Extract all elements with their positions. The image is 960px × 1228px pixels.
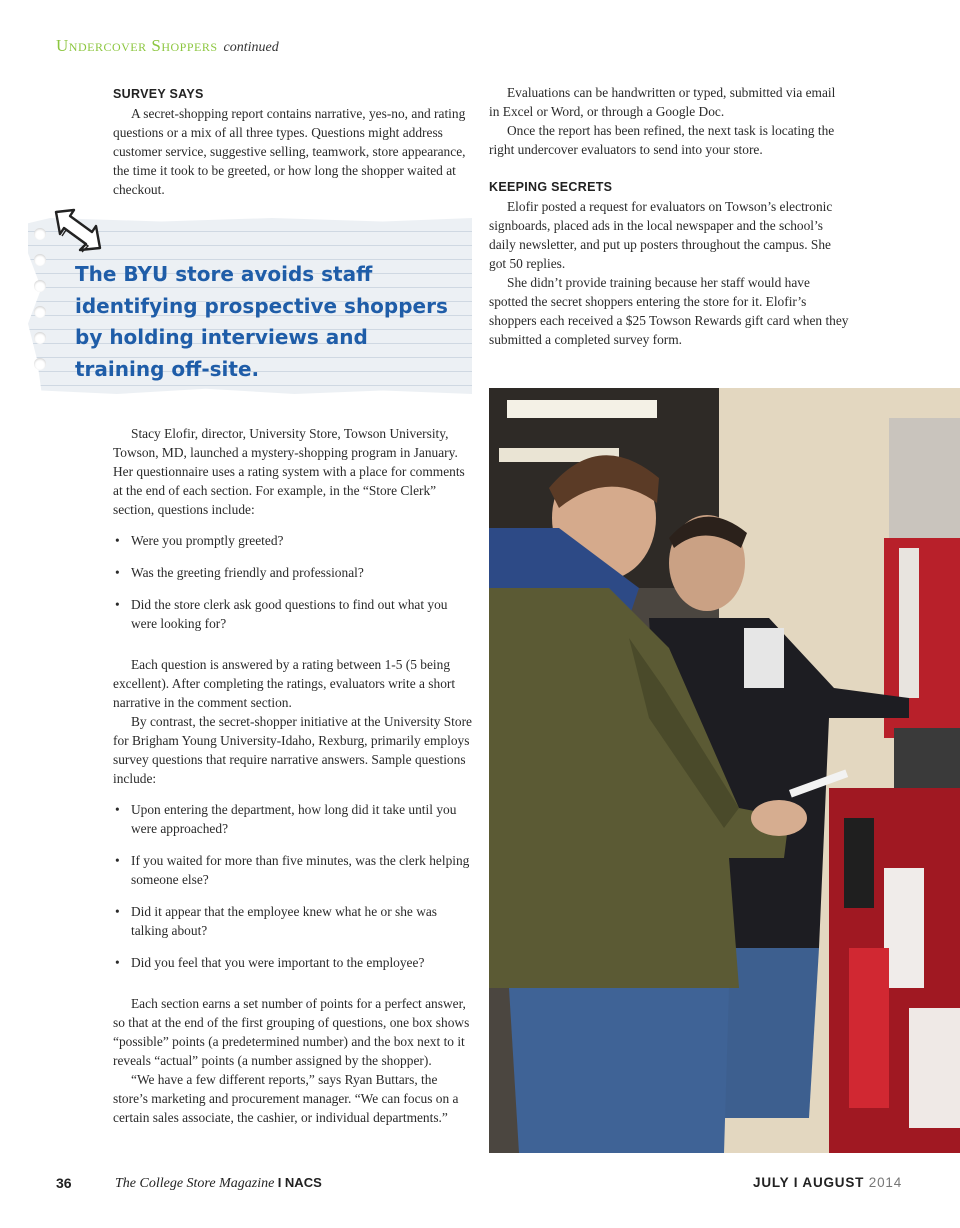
pull-quote-text: The BYU store avoids staff identifying prospective shoppers by holding interviews and training off-site. (75, 262, 448, 381)
list-item: • If you waited for more than five minutes, was the clerk helping someone else? (113, 851, 473, 889)
list-item: • Did you feel that you were important to the employee? (113, 953, 473, 972)
byu-question-list (113, 800, 473, 972)
right-column-top (489, 83, 849, 349)
issue-date (753, 1175, 902, 1190)
magazine-credit (115, 1175, 322, 1192)
no-training-paragraph: She didn’t provide training because her staff would have spotted the secret shoppers entering the store for it. Elofir’s shoppers each received a $25 Towson Rewards gift card when they submitted a completed survey form. (489, 275, 849, 347)
footer-separator: I (277, 1175, 282, 1190)
evaluations-paragraph: Evaluations can be handwritten or typed, submitted via email in Excel or Word, or through a Google Doc. (489, 85, 836, 119)
issue-year: 2014 (868, 1175, 902, 1190)
running-head (56, 36, 279, 56)
store-photo (489, 388, 960, 1153)
buttars-quote-paragraph: “We have a few different reports,” says Ryan Buttars, the store’s marketing and procurement manager. “We can focus on a certain sales associate, the cashier, or individual departments.” (113, 1072, 459, 1125)
rating-paragraph: Each question is answered by a rating between 1-5 (5 being excellent). After completing the ratings, evaluators write a short narrative in the comment section. (113, 657, 456, 710)
elofir-request-paragraph: Elofir posted a request for evaluators on Towson’s electronic signboards, placed ads in the local newspaper and the school’s daily newsletter, and put up posters throughout the campus. She got 50 replies. (489, 199, 833, 271)
list-item: • Was the greeting friendly and professional? (113, 563, 473, 582)
section-heading-keeping-secrets: KEEPING SECRETS (489, 180, 613, 194)
section-heading-survey-says: SURVEY SAYS (113, 87, 204, 101)
points-paragraph: Each section earns a set number of points for a perfect answer, so that at the end of the first grouping of questions, one box shows “possible” points (a predetermined number) and the box next to it reveals “actual” points (a number assigned by the shopper). (113, 996, 470, 1068)
survey-says-paragraph: A secret-shopping report contains narrative, yes-no, and rating questions or a mix of all three types. Questions might address customer service, suggestive selling, teamwork, store appearance, the time it took to be greeted, or how long the shopper waited at checkout. (113, 106, 466, 197)
page-number: 36 (56, 1175, 72, 1191)
elofir-intro-paragraph: Stacy Elofir, director, University Store, Towson University, Towson, MD, launched a mystery-shopping program in January. Her questionnaire uses a rating system with a place for comments at the end of each section. For example, in the “Store Clerk” section, questions include: (113, 426, 465, 517)
issue-months: JULY I AUGUST (753, 1175, 865, 1190)
running-head-continued: continued (223, 40, 279, 55)
magazine-title: The College Store Magazine (115, 1176, 275, 1191)
list-item: • Were you promptly greeted? (113, 531, 473, 550)
running-head-title: Undercover Shoppers (56, 36, 218, 55)
list-item: • Upon entering the department, how long did it take until you were approached? (113, 800, 473, 838)
left-column-bottom (113, 424, 473, 1127)
store-clerk-question-list (113, 531, 473, 633)
list-item: • Did the store clerk ask good questions to find out what you were looking for? (113, 595, 473, 633)
binder-holes (34, 228, 48, 388)
shoppers-in-store-illustration (489, 388, 960, 1153)
pull-quote-callout (28, 212, 472, 398)
left-column-top (113, 85, 473, 199)
list-item: • Did it appear that the employee knew what he or she was talking about? (113, 902, 473, 940)
byu-contrast-paragraph: By contrast, the secret-shopper initiative at the University Store for Brigham Young University-Idaho, Rexburg, primarily employs survey questions that require narrative answers. Sample questions include: (113, 714, 472, 786)
publisher-name: NACS (284, 1175, 322, 1190)
report-refined-paragraph: Once the report has been refined, the next task is locating the right undercover evaluators to send into your store. (489, 123, 835, 157)
pointing-arrow-icon (52, 206, 104, 256)
